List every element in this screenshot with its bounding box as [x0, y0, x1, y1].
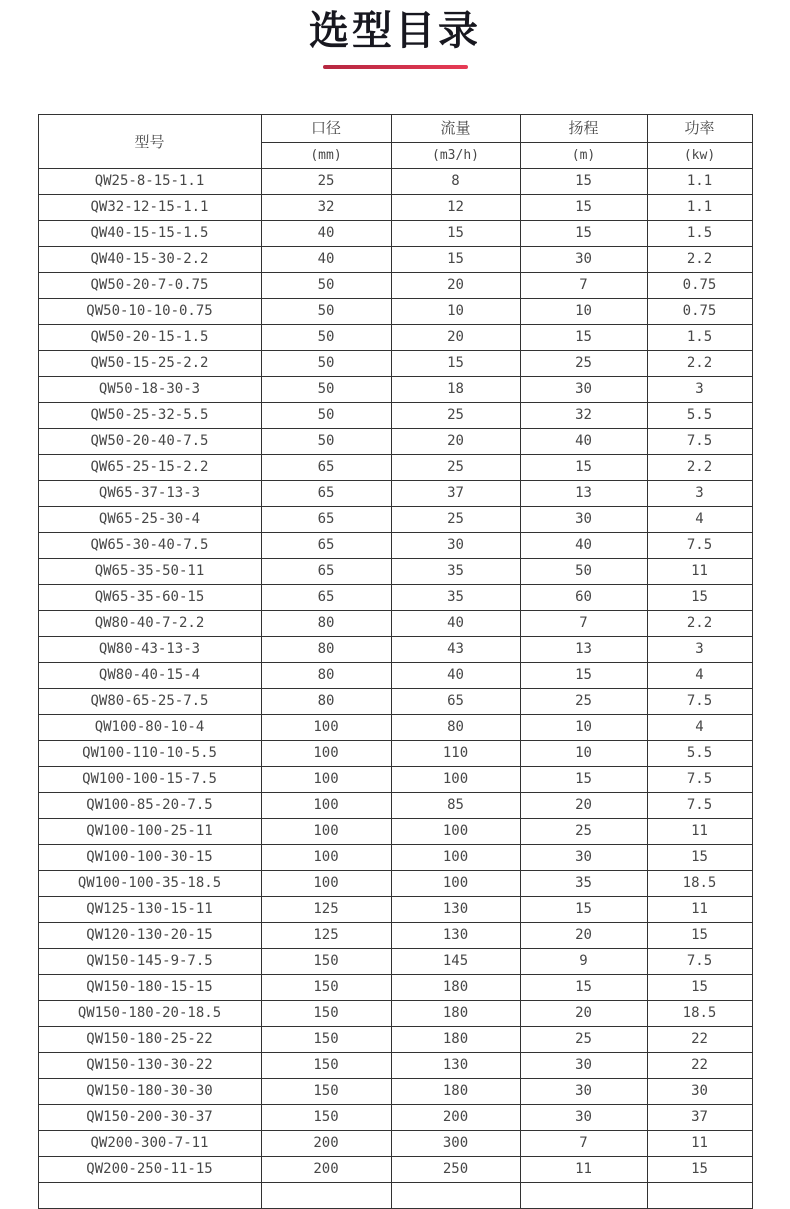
- head-cell: 13: [520, 637, 647, 663]
- table-row: [38, 767, 752, 793]
- diameter-cell: 100: [261, 793, 391, 819]
- flow-cell: 37: [391, 481, 520, 507]
- flow-cell: 15: [391, 351, 520, 377]
- flow-cell: 65: [391, 689, 520, 715]
- model-cell: QW50-20-40-7.5: [38, 429, 261, 455]
- head-cell: 15: [520, 169, 647, 195]
- table-row: [38, 299, 752, 325]
- head-cell: 15: [520, 455, 647, 481]
- model-cell: QW200-300-7-11: [38, 1131, 261, 1157]
- head-cell: 7: [520, 611, 647, 637]
- head-cell: 13: [520, 481, 647, 507]
- model-cell: QW40-15-30-2.2: [38, 247, 261, 273]
- table-row: [38, 689, 752, 715]
- head-cell: 32: [520, 403, 647, 429]
- flow-cell: 35: [391, 559, 520, 585]
- table-row: [38, 559, 752, 585]
- head-cell: 30: [520, 377, 647, 403]
- head-cell: 30: [520, 1105, 647, 1131]
- diameter-cell: 80: [261, 637, 391, 663]
- power-cell: 7.5: [647, 429, 752, 455]
- diameter-cell: 150: [261, 1053, 391, 1079]
- table-row: [38, 819, 752, 845]
- table-row: [38, 611, 752, 637]
- power-cell: 2.2: [647, 351, 752, 377]
- header-model: 型号: [38, 115, 261, 169]
- diameter-cell: 125: [261, 923, 391, 949]
- model-cell: QW65-25-15-2.2: [38, 455, 261, 481]
- table-row: [38, 715, 752, 741]
- head-cell: 50: [520, 559, 647, 585]
- head-cell: 9: [520, 949, 647, 975]
- model-cell: QW200-250-11-15: [38, 1157, 261, 1183]
- model-cell: QW150-180-25-22: [38, 1027, 261, 1053]
- model-cell: QW80-40-7-2.2: [38, 611, 261, 637]
- diameter-cell: 50: [261, 299, 391, 325]
- model-cell: QW50-10-10-0.75: [38, 299, 261, 325]
- flow-cell: 130: [391, 1053, 520, 1079]
- flow-cell: 40: [391, 611, 520, 637]
- model-cell: QW80-43-13-3: [38, 637, 261, 663]
- diameter-cell: 80: [261, 689, 391, 715]
- diameter-cell: 50: [261, 351, 391, 377]
- power-cell: 15: [647, 845, 752, 871]
- flow-cell: 200: [391, 1105, 520, 1131]
- flow-cell: 100: [391, 819, 520, 845]
- diameter-cell: 40: [261, 221, 391, 247]
- head-cell: 30: [520, 507, 647, 533]
- diameter-cell: 150: [261, 1027, 391, 1053]
- model-cell: QW150-130-30-22: [38, 1053, 261, 1079]
- flow-cell: 180: [391, 1027, 520, 1053]
- head-cell: 15: [520, 767, 647, 793]
- flow-cell: 25: [391, 455, 520, 481]
- table-row: [38, 1001, 752, 1027]
- diameter-cell: 150: [261, 1105, 391, 1131]
- model-cell: QW100-85-20-7.5: [38, 793, 261, 819]
- diameter-cell: 50: [261, 377, 391, 403]
- head-cell: 10: [520, 741, 647, 767]
- flow-cell: 20: [391, 429, 520, 455]
- power-cell: 5.5: [647, 741, 752, 767]
- table-row: [38, 923, 752, 949]
- head-cell: 25: [520, 351, 647, 377]
- table-row: [38, 637, 752, 663]
- head-cell: 25: [520, 1027, 647, 1053]
- model-cell: QW32-12-15-1.1: [38, 195, 261, 221]
- flow-cell: 20: [391, 273, 520, 299]
- table-row: [38, 1053, 752, 1079]
- power-cell: 15: [647, 1157, 752, 1183]
- power-cell: 18.5: [647, 871, 752, 897]
- flow-cell: 110: [391, 741, 520, 767]
- head-cell: 20: [520, 923, 647, 949]
- power-cell: 11: [647, 559, 752, 585]
- table-row: [38, 741, 752, 767]
- table-row: [38, 429, 752, 455]
- head-cell: 30: [520, 845, 647, 871]
- head-cell: 15: [520, 897, 647, 923]
- diameter-cell: 100: [261, 767, 391, 793]
- diameter-cell: 65: [261, 533, 391, 559]
- flow-cell: 80: [391, 715, 520, 741]
- diameter-cell: 65: [261, 507, 391, 533]
- model-cell: QW50-25-32-5.5: [38, 403, 261, 429]
- power-cell: 0.75: [647, 299, 752, 325]
- model-cell: QW150-180-30-30: [38, 1079, 261, 1105]
- model-cell: QW100-110-10-5.5: [38, 741, 261, 767]
- table-row: [38, 845, 752, 871]
- flow-cell: 100: [391, 767, 520, 793]
- model-cell: QW150-145-9-7.5: [38, 949, 261, 975]
- empty-cell: [647, 1183, 752, 1209]
- head-cell: 20: [520, 1001, 647, 1027]
- page-title: 选型目录: [309, 8, 481, 54]
- power-cell: 1.5: [647, 221, 752, 247]
- power-cell: 5.5: [647, 403, 752, 429]
- header-row-names: [38, 115, 752, 143]
- power-cell: 3: [647, 377, 752, 403]
- table-row: [38, 663, 752, 689]
- empty-cell: [391, 1183, 520, 1209]
- power-cell: 7.5: [647, 793, 752, 819]
- power-cell: 2.2: [647, 247, 752, 273]
- flow-cell: 85: [391, 793, 520, 819]
- power-cell: 0.75: [647, 273, 752, 299]
- table-row: [38, 793, 752, 819]
- flow-cell: 130: [391, 897, 520, 923]
- table-row: [38, 273, 752, 299]
- power-cell: 15: [647, 975, 752, 1001]
- power-cell: 3: [647, 481, 752, 507]
- table-row: [38, 195, 752, 221]
- table-row: [38, 247, 752, 273]
- diameter-cell: 65: [261, 559, 391, 585]
- flow-cell: 12: [391, 195, 520, 221]
- power-cell: 7.5: [647, 533, 752, 559]
- power-cell: 37: [647, 1105, 752, 1131]
- flow-cell: 180: [391, 1001, 520, 1027]
- power-cell: 4: [647, 715, 752, 741]
- diameter-cell: 65: [261, 585, 391, 611]
- power-cell: 15: [647, 585, 752, 611]
- empty-cell: [520, 1183, 647, 1209]
- table-row: [38, 975, 752, 1001]
- diameter-cell: 80: [261, 611, 391, 637]
- diameter-cell: 50: [261, 325, 391, 351]
- table-row: [38, 533, 752, 559]
- table-header: [38, 115, 752, 169]
- model-cell: QW65-30-40-7.5: [38, 533, 261, 559]
- flow-cell: 180: [391, 975, 520, 1001]
- power-cell: 22: [647, 1053, 752, 1079]
- head-cell: 15: [520, 221, 647, 247]
- head-cell: 35: [520, 871, 647, 897]
- table-row: [38, 403, 752, 429]
- empty-cell: [261, 1183, 391, 1209]
- power-cell: 2.2: [647, 455, 752, 481]
- table-row: [38, 1131, 752, 1157]
- head-cell: 15: [520, 325, 647, 351]
- diameter-cell: 150: [261, 975, 391, 1001]
- diameter-cell: 32: [261, 195, 391, 221]
- model-cell: QW50-20-7-0.75: [38, 273, 261, 299]
- table-row: [38, 1027, 752, 1053]
- table-row: [38, 455, 752, 481]
- diameter-cell: 50: [261, 403, 391, 429]
- head-cell: 25: [520, 689, 647, 715]
- diameter-cell: 100: [261, 871, 391, 897]
- diameter-cell: 40: [261, 247, 391, 273]
- table-row: [38, 949, 752, 975]
- model-cell: QW40-15-15-1.5: [38, 221, 261, 247]
- model-cell: QW80-65-25-7.5: [38, 689, 261, 715]
- table-row: [38, 1079, 752, 1105]
- power-cell: 1.5: [647, 325, 752, 351]
- diameter-cell: 100: [261, 715, 391, 741]
- diameter-cell: 80: [261, 663, 391, 689]
- head-cell: 15: [520, 663, 647, 689]
- diameter-cell: 200: [261, 1131, 391, 1157]
- flow-cell: 145: [391, 949, 520, 975]
- model-cell: QW65-35-60-15: [38, 585, 261, 611]
- flow-cell: 100: [391, 871, 520, 897]
- flow-cell: 25: [391, 507, 520, 533]
- power-cell: 1.1: [647, 195, 752, 221]
- power-cell: 11: [647, 897, 752, 923]
- flow-cell: 35: [391, 585, 520, 611]
- flow-cell: 180: [391, 1079, 520, 1105]
- table-row: [38, 897, 752, 923]
- flow-cell: 10: [391, 299, 520, 325]
- head-cell: 7: [520, 1131, 647, 1157]
- power-cell: 18.5: [647, 1001, 752, 1027]
- model-cell: QW100-100-30-15: [38, 845, 261, 871]
- header-flow: 流量: [391, 115, 520, 143]
- model-cell: QW100-80-10-4: [38, 715, 261, 741]
- flow-cell: 43: [391, 637, 520, 663]
- head-cell: 15: [520, 975, 647, 1001]
- table-row: [38, 871, 752, 897]
- head-cell: 10: [520, 715, 647, 741]
- table-row: [38, 325, 752, 351]
- diameter-cell: 50: [261, 429, 391, 455]
- flow-cell: 8: [391, 169, 520, 195]
- flow-cell: 100: [391, 845, 520, 871]
- power-cell: 1.1: [647, 169, 752, 195]
- head-cell: 20: [520, 793, 647, 819]
- head-cell: 15: [520, 195, 647, 221]
- catalog-page: [0, 8, 790, 1193]
- model-cell: QW50-20-15-1.5: [38, 325, 261, 351]
- model-cell: QW120-130-20-15: [38, 923, 261, 949]
- diameter-cell: 65: [261, 481, 391, 507]
- model-cell: QW150-180-15-15: [38, 975, 261, 1001]
- power-cell: 11: [647, 819, 752, 845]
- table-row: [38, 481, 752, 507]
- flow-cell: 15: [391, 247, 520, 273]
- power-cell: 3: [647, 637, 752, 663]
- model-cell: QW25-8-15-1.1: [38, 169, 261, 195]
- model-cell: QW100-100-35-18.5: [38, 871, 261, 897]
- flow-cell: 250: [391, 1157, 520, 1183]
- selection-table: [38, 114, 753, 1209]
- diameter-cell: 125: [261, 897, 391, 923]
- diameter-cell: 150: [261, 1001, 391, 1027]
- diameter-cell: 150: [261, 949, 391, 975]
- unit-flow: (m3/h): [391, 143, 520, 169]
- diameter-cell: 200: [261, 1157, 391, 1183]
- power-cell: 4: [647, 663, 752, 689]
- flow-cell: 18: [391, 377, 520, 403]
- head-cell: 30: [520, 1079, 647, 1105]
- model-cell: QW65-37-13-3: [38, 481, 261, 507]
- unit-diameter: (mm): [261, 143, 391, 169]
- table-row: [38, 377, 752, 403]
- diameter-cell: 150: [261, 1079, 391, 1105]
- diameter-cell: 100: [261, 845, 391, 871]
- table-row: [38, 507, 752, 533]
- power-cell: 7.5: [647, 767, 752, 793]
- power-cell: 4: [647, 507, 752, 533]
- diameter-cell: 100: [261, 741, 391, 767]
- power-cell: 30: [647, 1079, 752, 1105]
- empty-cell: [38, 1183, 261, 1209]
- head-cell: 11: [520, 1157, 647, 1183]
- table-row: [38, 1157, 752, 1183]
- head-cell: 30: [520, 1053, 647, 1079]
- model-cell: QW80-40-15-4: [38, 663, 261, 689]
- table-row: [38, 585, 752, 611]
- flow-cell: 15: [391, 221, 520, 247]
- diameter-cell: 100: [261, 819, 391, 845]
- flow-cell: 40: [391, 663, 520, 689]
- model-cell: QW100-100-15-7.5: [38, 767, 261, 793]
- head-cell: 40: [520, 533, 647, 559]
- header-power: 功率: [647, 115, 752, 143]
- model-cell: QW125-130-15-11: [38, 897, 261, 923]
- model-cell: QW150-200-30-37: [38, 1105, 261, 1131]
- diameter-cell: 25: [261, 169, 391, 195]
- table-row: [38, 1105, 752, 1131]
- model-cell: QW150-180-20-18.5: [38, 1001, 261, 1027]
- diameter-cell: 50: [261, 273, 391, 299]
- table-row: [38, 351, 752, 377]
- power-cell: 22: [647, 1027, 752, 1053]
- head-cell: 30: [520, 247, 647, 273]
- table-row: [38, 169, 752, 195]
- model-cell: QW100-100-25-11: [38, 819, 261, 845]
- head-cell: 40: [520, 429, 647, 455]
- flow-cell: 300: [391, 1131, 520, 1157]
- power-cell: 11: [647, 1131, 752, 1157]
- flow-cell: 30: [391, 533, 520, 559]
- power-cell: 7.5: [647, 689, 752, 715]
- power-cell: 7.5: [647, 949, 752, 975]
- head-cell: 10: [520, 299, 647, 325]
- unit-head: (m): [520, 143, 647, 169]
- head-cell: 25: [520, 819, 647, 845]
- model-cell: QW50-15-25-2.2: [38, 351, 261, 377]
- power-cell: 2.2: [647, 611, 752, 637]
- flow-cell: 130: [391, 923, 520, 949]
- head-cell: 7: [520, 273, 647, 299]
- table-row-partial: [38, 1183, 752, 1209]
- title-underline: [323, 65, 468, 69]
- header-head: 扬程: [520, 115, 647, 143]
- diameter-cell: 65: [261, 455, 391, 481]
- header-diameter: 口径: [261, 115, 391, 143]
- model-cell: QW65-35-50-11: [38, 559, 261, 585]
- model-cell: QW50-18-30-3: [38, 377, 261, 403]
- unit-power: (kw): [647, 143, 752, 169]
- table-row: [38, 221, 752, 247]
- table-body: [38, 169, 752, 1209]
- flow-cell: 20: [391, 325, 520, 351]
- flow-cell: 25: [391, 403, 520, 429]
- power-cell: 15: [647, 923, 752, 949]
- model-cell: QW65-25-30-4: [38, 507, 261, 533]
- head-cell: 60: [520, 585, 647, 611]
